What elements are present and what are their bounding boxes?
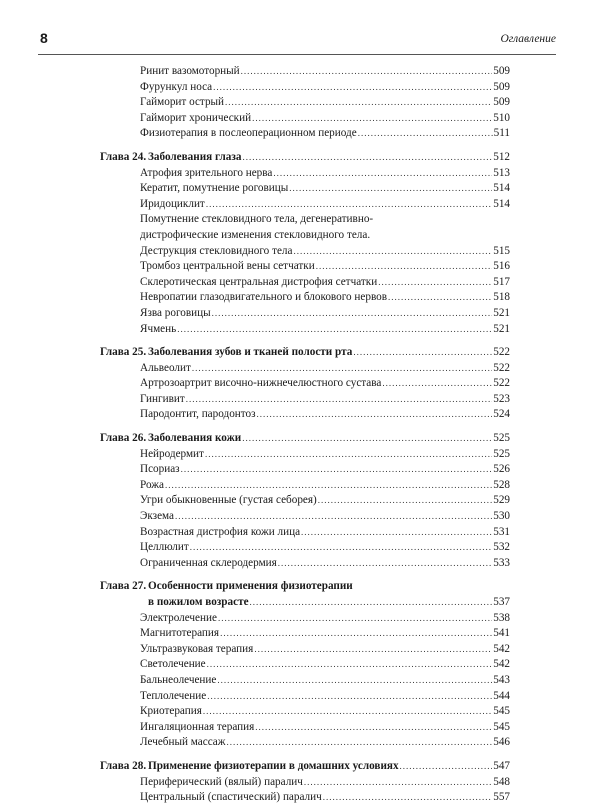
toc-entry-page: 518 [493,291,510,304]
toc-entry-page: 514 [493,182,510,195]
toc-entry[interactable] [100,790,510,806]
chapter-page: 547 [493,759,510,772]
toc-entry-page: 532 [493,541,510,554]
chapter-heading[interactable] [100,759,510,775]
leader-dots [207,657,493,673]
toc-chapter-25 [100,345,510,423]
toc-entry-title: Псориаз [140,463,180,476]
toc-entry[interactable] [100,735,510,751]
toc-entry-title: Ингаляционная терапия [140,720,255,733]
toc-entry[interactable] [100,80,510,96]
toc-entry-page: 522 [493,377,510,390]
leader-dots [206,197,492,213]
toc-entry[interactable] [100,126,510,142]
leader-dots [278,556,492,572]
chapter-page: 525 [493,432,510,445]
toc-entry-page: 542 [493,658,510,671]
leader-dots [203,704,492,720]
toc-entry-page: 516 [493,260,510,273]
toc-entry[interactable] [100,540,510,556]
chapter-label: Глава 28. [100,759,147,772]
toc-entry-page: 531 [493,525,510,538]
toc-chapter-27 [100,579,510,751]
leader-dots [400,759,493,775]
toc-entry-title: Язва роговицы [140,306,211,319]
leader-dots [213,80,492,96]
toc-entry-page: 530 [493,510,510,523]
toc-entry-page: 509 [493,65,510,77]
toc-entry-title: Кератит, помутнение роговицы [140,182,289,195]
toc-entry[interactable] [100,290,510,306]
leader-dots [382,376,492,392]
toc-entry-title: Периферический (вялый) паралич [140,775,303,788]
toc-entry-title: Гайморит хронический [140,111,252,124]
leader-dots [177,322,492,338]
leader-dots [301,525,492,541]
toc-entry[interactable] [100,275,510,291]
toc-entry-title: Тромбоз центральной вены сетчатки [140,260,315,273]
toc-entry[interactable] [100,493,510,509]
chapter-title: Заболевания глаза [148,150,242,163]
toc-entry[interactable] [100,111,510,127]
chapter-title-line2: в пожилом возрасте [148,596,249,608]
leader-dots [254,642,492,658]
leader-dots [388,290,492,306]
leader-dots [192,361,492,377]
leader-dots [252,111,492,127]
toc-entry-title: Фурункул носа [140,80,213,93]
page-header [38,30,556,55]
toc-entry-page: 546 [493,736,510,749]
toc-entry-page: 529 [493,494,510,507]
toc-entry-page: 538 [493,611,510,624]
leader-dots [289,181,492,197]
table-of-contents [100,64,510,806]
toc-entry[interactable] [100,407,510,423]
toc-entry-title: Угри обыкновенные (густая себорея) [140,494,317,507]
leader-dots [217,673,492,689]
toc-entry-page: 548 [493,775,510,788]
leader-dots [316,259,493,275]
leader-dots [293,244,492,260]
toc-entry-title: Криотерапия [140,705,202,718]
chapter-heading[interactable] [100,431,510,447]
toc-entry[interactable] [100,556,510,572]
toc-entry-page: 522 [493,361,510,374]
leader-dots [175,509,492,525]
toc-entry[interactable] [100,673,510,689]
toc-entry[interactable] [100,720,510,736]
toc-entry-page: 525 [493,447,510,460]
leader-dots [242,431,492,447]
toc-entry-title: Электролечение [140,611,217,624]
toc-entry-page: 521 [493,322,510,335]
toc-chapter-28 [100,759,510,806]
toc-entry[interactable] [100,306,510,322]
toc-entry-title: Атрофия зрительного нерва [140,166,273,179]
toc-entry[interactable] [100,361,510,377]
toc-entry[interactable] [100,478,510,494]
toc-entry-title: Бальнеолечение [140,673,217,686]
toc-entry[interactable] [100,447,510,463]
chapter-title: Применение физиотерапии в домашних условиях [148,759,399,772]
toc-entry-title: Светолечение [140,658,206,671]
toc-entry-page: 513 [493,166,510,179]
leader-dots [227,735,493,751]
toc-entry[interactable] [100,259,510,275]
toc-entry-page: 515 [493,244,510,257]
leader-dots [165,478,492,494]
toc-entry-title: Гайморит острый [140,96,225,109]
toc-entry-page: 526 [493,463,510,476]
toc-entry-wrapped-line[interactable]: дистрофические изменения стекловидного тела. [140,228,371,241]
chapter-title: Заболевания зубов и тканей полости рта [148,346,353,359]
toc-entry[interactable] [100,64,510,80]
toc-entry[interactable] [100,95,510,111]
toc-entry[interactable] [100,462,510,478]
toc-entry-page: 509 [493,80,510,93]
leader-dots [273,166,492,182]
toc-entry-title: Пародонтит, пародонтоз [140,408,256,421]
leader-dots [207,689,492,705]
toc-chapter-26 [100,431,510,571]
toc-entry-title: Невропатии глазодвигательного и блокового нервов [140,291,388,304]
toc-entry[interactable] [100,197,510,213]
chapter-label: Глава 26. [100,432,147,445]
toc-entry[interactable] [100,525,510,541]
toc-entry-title: Альвеолит [140,361,191,374]
leader-dots [190,540,492,556]
page-number: 8 [40,30,48,46]
toc-entry-page: 541 [493,627,510,640]
toc-entry[interactable] [100,244,510,260]
toc-entry-title: Нейродермит [140,447,204,460]
toc-entry-page: 528 [493,478,510,491]
running-head: Оглавление [500,33,556,45]
toc-entry-page: 545 [493,705,510,718]
leader-dots [225,95,492,111]
toc-entry-title: Ограниченная склеродермия [140,556,277,569]
toc-entry-title: Ячмень [140,322,177,335]
toc-entry-title: Теплолечение [140,689,207,702]
toc-entry[interactable] [100,689,510,705]
toc-entry-page: 510 [493,111,510,124]
toc-entry[interactable] [100,392,510,408]
toc-entry-title: Ультразвуковая терапия [140,642,254,655]
leader-dots [318,493,492,509]
leader-dots [323,790,492,806]
chapter-label: Глава 24. [100,150,147,163]
toc-entry-title: Ринит вазомоторный [140,65,240,77]
toc-entry-page: 524 [493,408,510,421]
toc-entry-page: 514 [493,197,510,210]
toc-entry-page: 523 [493,392,510,405]
toc-entry[interactable] [100,376,510,392]
leader-dots [220,626,492,642]
toc-entry-page: 509 [493,96,510,109]
toc-entry-title: Гингивит [140,392,185,405]
leader-dots [353,345,492,361]
toc-entry[interactable] [100,704,510,720]
toc-entry-title: Целлюлит [140,541,189,554]
toc-entry[interactable] [100,166,510,182]
leader-dots [186,392,492,408]
toc-entry-title: Возрастная дистрофия кожи лица [140,525,301,538]
toc-entry[interactable] [100,611,510,627]
toc-entry-page: 521 [493,306,510,319]
toc-entry-title: Лечебный массаж [140,736,226,749]
toc-entry-page: 517 [493,275,510,288]
chapter-label: Глава 25. [100,346,147,359]
chapter-page: 512 [493,150,510,163]
chapter-heading-cont[interactable] [100,595,510,611]
leader-dots [255,720,492,736]
toc-entry-title: Рожа [140,478,164,491]
chapter-title-line1: Особенности применения физиотерапии [148,580,353,593]
toc-entry[interactable] [100,509,510,525]
leader-dots [241,64,493,80]
leader-dots [358,126,493,142]
toc-entry-title: Физиотерапия в послеоперационном периоде [140,127,357,140]
leader-dots [212,306,493,322]
toc-entry-page: 542 [493,642,510,655]
leader-dots [250,595,493,611]
toc-entry[interactable] [100,642,510,658]
toc-entry[interactable] [100,626,510,642]
toc-entry-page: 545 [493,720,510,733]
toc-entry-title: Иридоциклит [140,197,205,210]
toc-entry[interactable] [100,181,510,197]
toc-entry-title: Деструкция стекловидного тела [140,244,293,257]
chapter-title: Заболевания кожи [148,432,242,445]
toc-entry-page: 511 [493,127,510,140]
chapter-heading[interactable] [100,150,510,166]
leader-dots [181,462,493,478]
chapter-page: 537 [493,596,510,608]
toc-entry-title: Экзема [140,510,175,523]
chapter-heading[interactable] [100,345,510,361]
toc-entry-title: Центральный (спастический) паралич [140,791,322,804]
leader-dots [304,775,492,791]
toc-group-continued [100,64,510,142]
toc-entry[interactable] [100,775,510,791]
chapter-page: 522 [493,346,510,359]
toc-entry[interactable] [100,657,510,673]
leader-dots [242,150,492,166]
toc-entry-wrapped-line[interactable]: Помутнение стекловидного тела, дегенеративно- [140,213,374,226]
toc-entry-page: 533 [493,556,510,569]
toc-entry-title: Магнитотерапия [140,627,220,640]
toc-entry-page: 557 [493,791,510,804]
leader-dots [378,275,492,291]
toc-chapter-24 [100,150,510,337]
chapter-label: Глава 27. [100,580,147,593]
toc-entry-title: Склеротическая центральная дистрофия сетчатки [140,275,378,288]
leader-dots [218,611,492,627]
chapter-heading[interactable] [100,579,510,595]
toc-entry[interactable] [100,322,510,338]
leader-dots [257,407,493,423]
toc-entry-page: 544 [493,689,510,702]
toc-entry-title: Артрозоартрит височно-нижнечелюстного сустава [140,377,382,390]
toc-entry-page: 543 [493,673,510,686]
leader-dots [205,447,492,463]
